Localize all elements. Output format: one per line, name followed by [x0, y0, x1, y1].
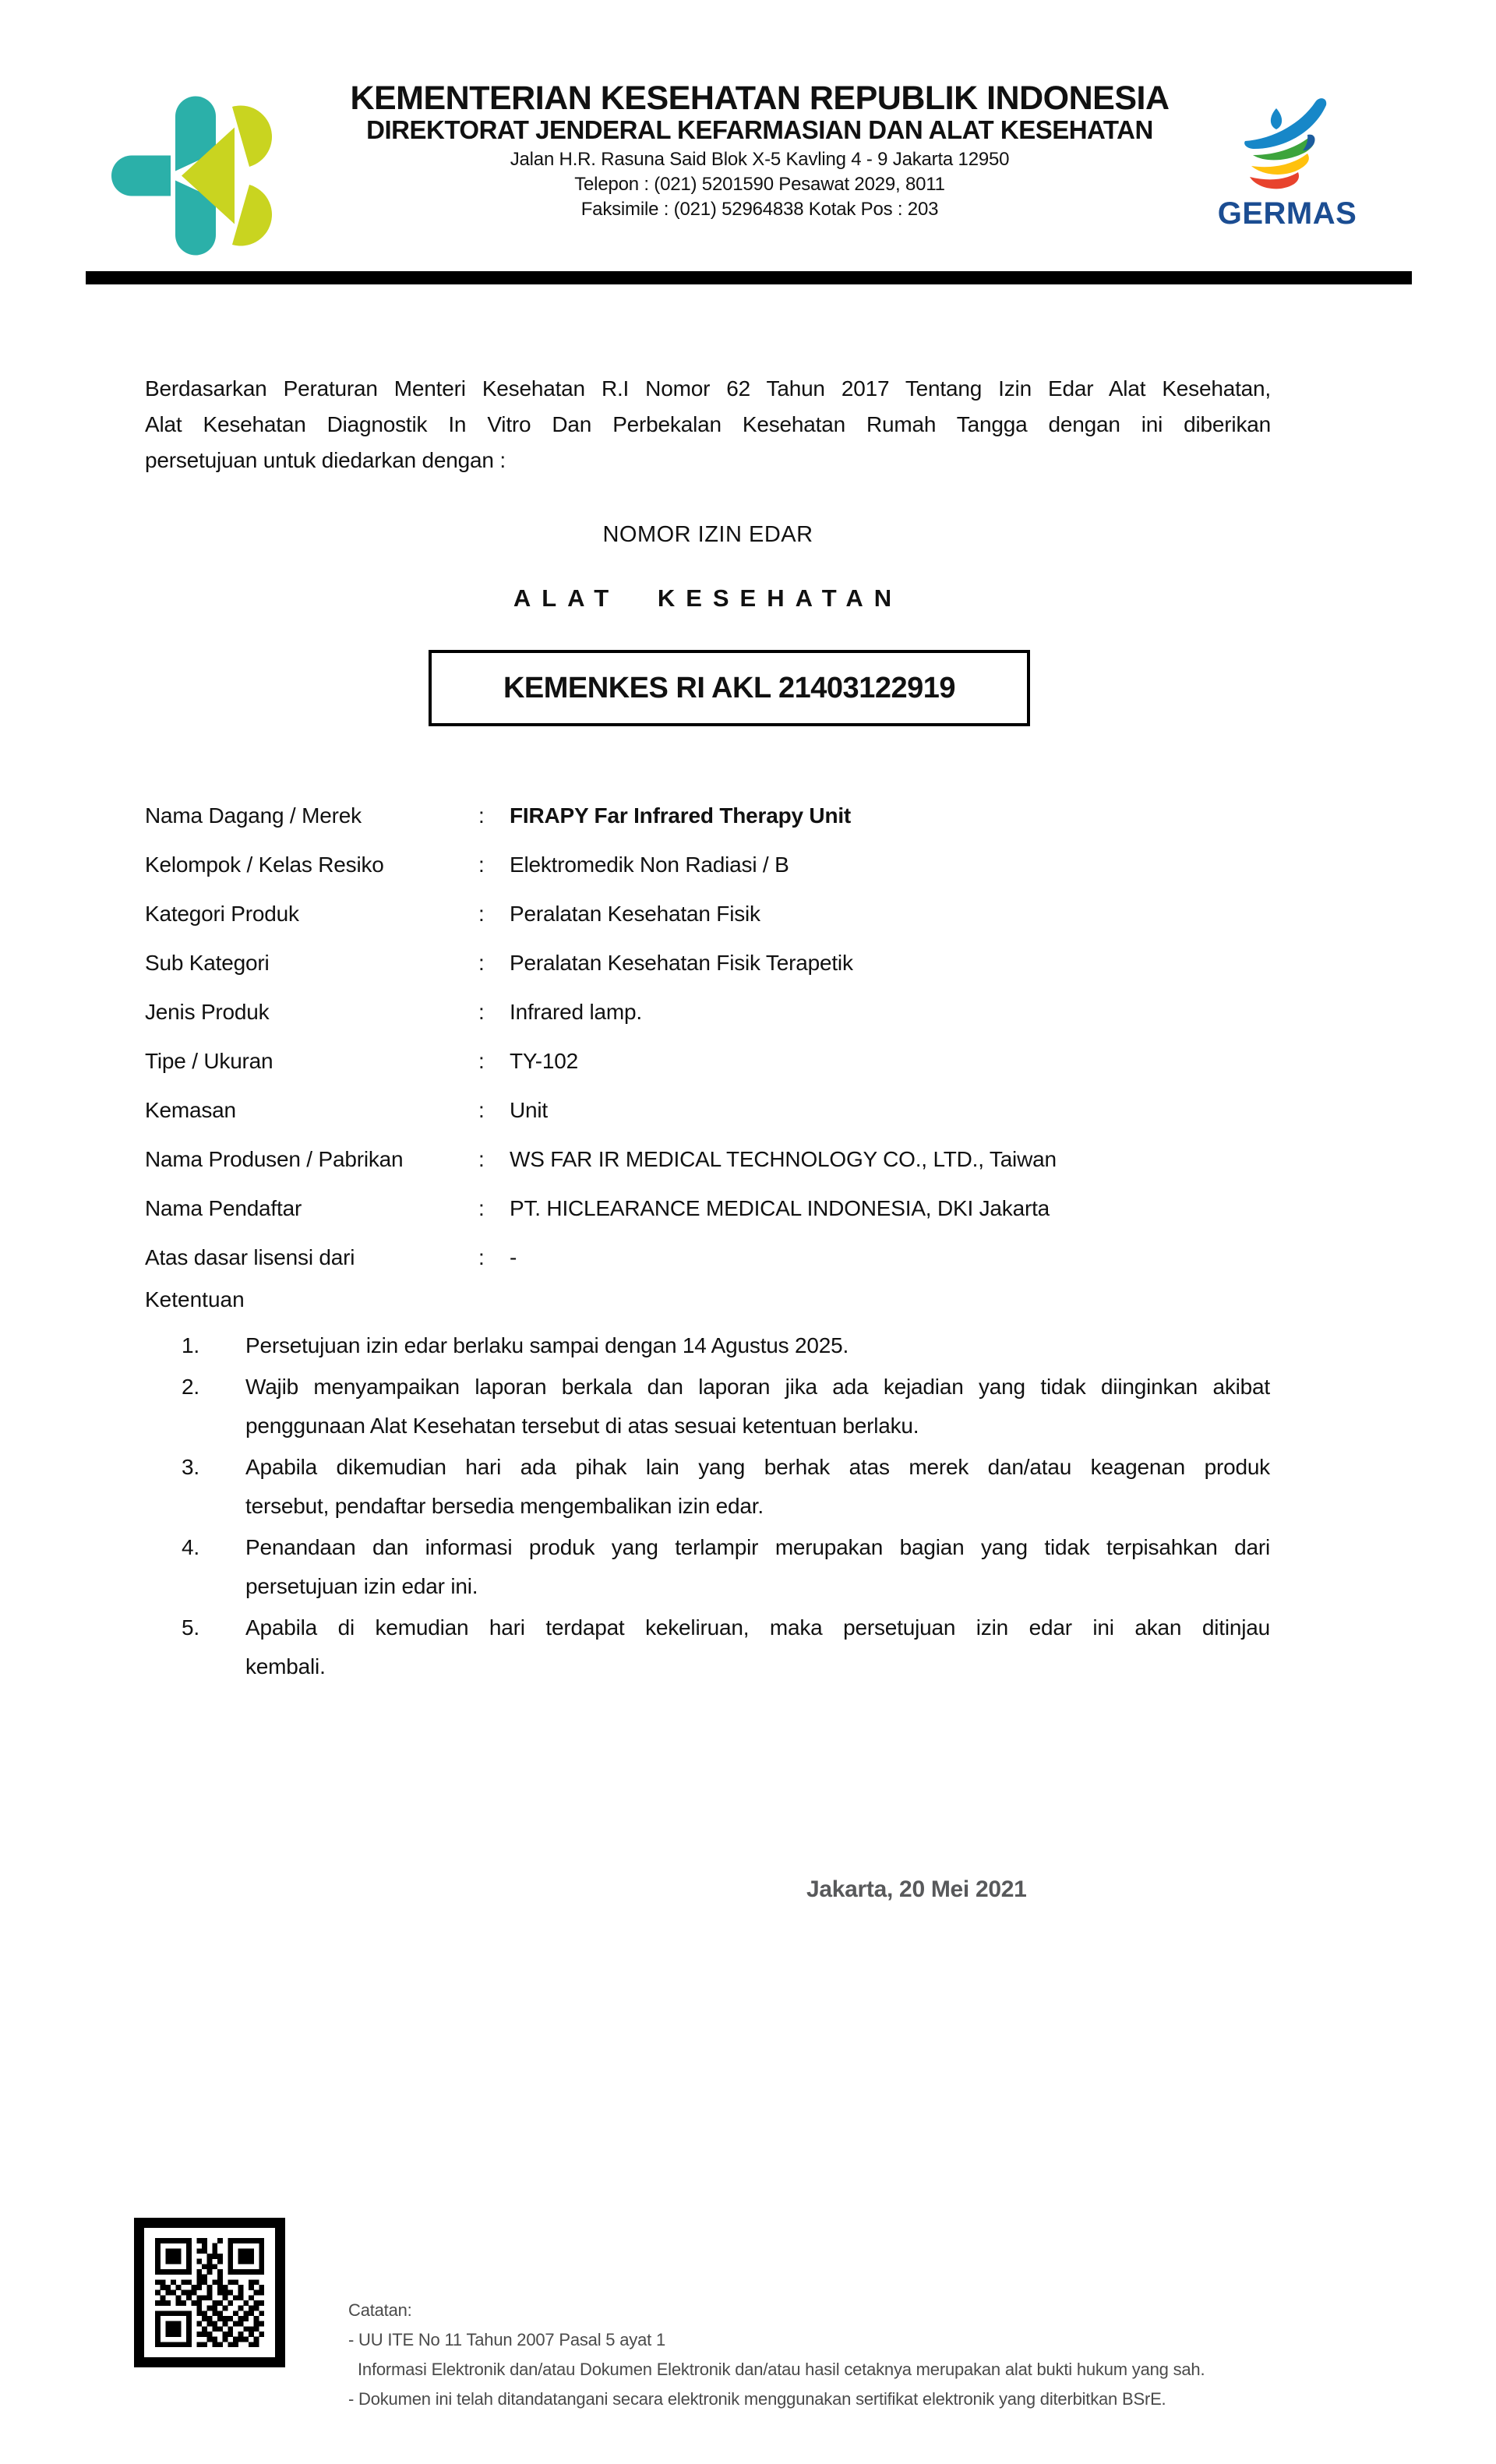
germas-red-band: [1250, 172, 1299, 189]
germas-head: [1270, 108, 1281, 129]
ketentuan-list: [182, 1326, 1270, 1689]
item-number: 3.: [182, 1455, 199, 1479]
ketentuan-heading: Ketentuan: [145, 1287, 245, 1311]
list-item: [182, 1608, 1270, 1686]
detail-label: Nama Pendaftar: [145, 1196, 302, 1220]
item-line: tersebut, pendaftar bersedia mengembalikan izin edar.: [245, 1494, 764, 1518]
item-number: 5.: [182, 1615, 199, 1640]
detail-label: Sub Kategori: [145, 951, 270, 975]
detail-value: Unit: [510, 1098, 548, 1122]
letterhead: [257, 80, 1262, 222]
detail-label: Jenis Produk: [145, 1000, 270, 1024]
germas-logo: [1209, 94, 1365, 231]
ministry-name: KEMENTERIAN KESEHATAN REPUBLIK INDONESIA: [350, 79, 1170, 117]
germas-label: GERMAS: [1217, 196, 1357, 231]
table-row: [145, 999, 1271, 1025]
table-row: [145, 1244, 1271, 1271]
phone-line: Telepon : (021) 5201590 Pesawat 2029, 8011: [574, 174, 945, 195]
detail-colon: :: [478, 803, 485, 828]
address-line: Jalan H.R. Rasuna Said Blok X-5 Kavling 4 - 9 Jakarta 12950: [510, 149, 1010, 170]
detail-colon: :: [478, 1196, 485, 1220]
item-line: Persetujuan izin edar berlaku sampai dengan 14 Agustus 2025.: [245, 1333, 849, 1357]
list-item: [182, 1326, 1270, 1365]
detail-value: Peralatan Kesehatan Fisik Terapetik: [510, 951, 853, 975]
item-line: Apabila dikemudian hari ada pihak lain yang berhak atas merek dan/atau keagenan produk: [245, 1455, 1270, 1479]
intro-line: Berdasarkan Peraturan Menteri Kesehatan R.I Nomor 62 Tahun 2017 Tentang Izin Edar Alat Kesehatan,: [145, 376, 1271, 401]
detail-colon: :: [478, 1098, 485, 1122]
item-line: Wajib menyampaikan laporan berkala dan laporan jika ada kejadian yang tidak diinginkan akibat: [245, 1375, 1270, 1399]
fax-line: Faksimile : (021) 52964838 Kotak Pos : 203: [580, 199, 939, 220]
detail-colon: :: [478, 951, 485, 975]
table-row: [145, 1146, 1271, 1173]
detail-value: PT. HICLEARANCE MEDICAL INDONESIA, DKI Jakarta: [510, 1196, 1050, 1220]
table-row: [145, 1097, 1271, 1124]
table-row: [145, 1048, 1271, 1075]
list-item: [182, 1368, 1270, 1446]
detail-label: Atas dasar lisensi dari: [145, 1245, 355, 1269]
detail-value: Infrared lamp.: [510, 1000, 642, 1024]
intro-line: Alat Kesehatan Diagnostik In Vitro Dan Perbekalan Kesehatan Rumah Tangga dengan ini diberikan: [145, 412, 1271, 436]
intro-paragraph: [145, 371, 1271, 478]
list-item: [182, 1448, 1270, 1526]
item-line: kembali.: [245, 1654, 326, 1679]
detail-label: Nama Dagang / Merek: [145, 803, 362, 828]
detail-label: Kelompok / Kelas Resiko: [145, 853, 384, 877]
table-row: [145, 803, 1271, 829]
catatan-block: [348, 2296, 1385, 2414]
qr-code: [134, 2218, 285, 2367]
item-number: 2.: [182, 1375, 199, 1399]
item-line: Apabila di kemudian hari terdapat kekeliruan, maka persetujuan izin edar ini akan ditinjau: [245, 1615, 1270, 1640]
note-line: - Dokumen ini telah ditandatangani secara elektronik menggunakan sertifikat elektronik yang diterbitkan BSrE.: [348, 2389, 1166, 2409]
detail-colon: :: [478, 853, 485, 877]
detail-value: WS FAR IR MEDICAL TECHNOLOGY CO., LTD., Taiwan: [510, 1147, 1057, 1171]
license-number: KEMENKES RI AKL 21403122919: [503, 671, 955, 704]
place-date: Jakarta, 20 Mei 2021: [806, 1876, 1027, 1902]
detail-value: -: [510, 1245, 517, 1269]
table-row: [145, 1195, 1271, 1222]
catatan-label: Catatan:: [348, 2300, 412, 2320]
detail-label: Kemasan: [145, 1098, 236, 1122]
table-row: [145, 901, 1271, 927]
detail-colon: :: [478, 902, 485, 926]
detail-value: FIRAPY Far Infrared Therapy Unit: [510, 803, 852, 828]
header-divider: [86, 271, 1412, 284]
detail-label: Nama Produsen / Pabrikan: [145, 1147, 404, 1171]
kemenkes-left-petal: [111, 156, 171, 196]
detail-colon: :: [478, 1000, 485, 1024]
directorate-name: DIREKTORAT JENDERAL KEFARMASIAN DAN ALAT KESEHATAN: [366, 115, 1153, 144]
detail-value: TY-102: [510, 1049, 579, 1073]
item-line: Penandaan dan informasi produk yang terlampir merupakan bagian yang tidak terpisahkan dari: [245, 1535, 1270, 1559]
item-number: 4.: [182, 1535, 199, 1559]
germas-figure-icon: [1239, 94, 1336, 196]
detail-colon: :: [478, 1245, 485, 1269]
detail-value: Peralatan Kesehatan Fisik: [510, 902, 760, 926]
list-item: [182, 1528, 1270, 1606]
table-row: [145, 852, 1271, 878]
intro-line: persetujuan untuk diedarkan dengan :: [145, 448, 506, 472]
edar-number-heading: NOMOR IZIN EDAR: [602, 522, 813, 547]
detail-value: Elektromedik Non Radiasi / B: [510, 853, 789, 877]
note-line: Informasi Elektronik dan/atau Dokumen Elektronik dan/atau hasil cetaknya merupakan alat bukti hukum yang sah.: [358, 2360, 1205, 2379]
note-line: - UU ITE No 11 Tahun 2007 Pasal 5 ayat 1: [348, 2330, 665, 2349]
item-line: penggunaan Alat Kesehatan tersebut di atas sesuai ketentuan berlaku.: [245, 1414, 919, 1438]
qr-matrix-icon: [155, 2238, 264, 2347]
table-row: [145, 950, 1271, 976]
detail-label: Kategori Produk: [145, 902, 299, 926]
item-number: 1.: [182, 1333, 199, 1357]
alkes-heading: ALAT KESEHATAN: [513, 584, 903, 612]
item-line: persetujuan izin edar ini.: [245, 1574, 478, 1598]
details-table: [145, 803, 1271, 1294]
detail-label: Tipe / Ukuran: [145, 1049, 273, 1073]
detail-colon: :: [478, 1147, 485, 1171]
license-number-box: [429, 650, 1030, 726]
detail-colon: :: [478, 1049, 485, 1073]
